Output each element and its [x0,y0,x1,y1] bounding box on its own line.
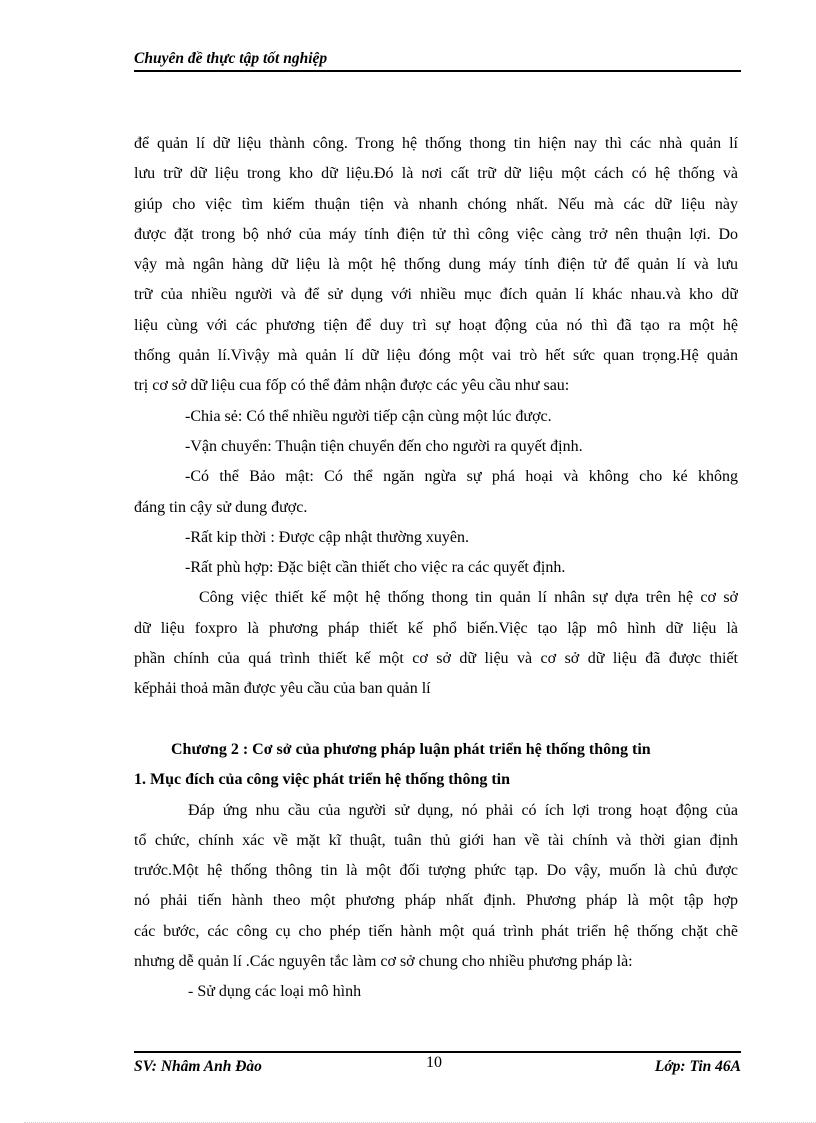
text-line: nhưng dễ quản lí .Các nguyên tắc làm cơ sở chung cho nhiều phương pháp là: [134,953,633,971]
list-item-models: - Sử dụng các loại mô hình [188,983,362,1001]
paragraph-database-intro [134,129,738,402]
text-line: lưu trữ dữ liệu trong kho dữ liệu.Đó là nơi cất trữ dữ liệu một cách có hệ thống và [134,165,738,183]
text-line: giúp cho việc tìm kiếm thuận tiện và nhanh chóng nhất. Nếu mà các dữ liệu này [134,195,738,213]
text-line: trước.Một hệ thống thông tin là một đối tượng phức tạp. Do vậy, muốn là chủ được [134,862,738,880]
paragraph-design [134,583,738,704]
footer-student: SV: Nhâm Anh Đào [134,1058,262,1075]
text-line: nó phải tiến hành theo một phương pháp nhất định. Phương pháp là một tập hợp [134,892,738,910]
text-line: trữ của nhiều người và để sử dụng với nhiều mục đích quản lí khác nhau.và kho dữ [134,286,738,304]
page-footer [134,1051,741,1083]
text-line: để quản lí dữ liệu thành công. Trong hệ thống thong tin hiện nay thì các nhà quản lí [134,135,738,152]
header-title: Chuyên đề thực tập tốt nghiệp [134,50,328,67]
list-item-security-cont: đáng tin cậy sử dung được. [134,498,308,516]
footer-class: Lớp: Tin 46A [654,1058,741,1075]
text-line: phần chính của quá trình thiết kế một cơ sở dữ liệu và cơ sở dữ liệu đã được thiết [134,650,738,668]
text-line: thống quản lí.Vìvậy mà quản lí dữ liệu đóng một vai trò hết sức quan trọng.Hệ quản [134,347,738,365]
text-line: vậy mà ngân hàng dữ liệu là một hệ thống dung máy tính điện tử để quản lí và lưu [134,256,738,274]
text-line: dữ liệu foxpro là phương pháp thiết kế phổ biến.Việc tạo lập mô hình dữ liệu là [134,619,738,637]
chapter-heading: Chương 2 : Cơ sở của phương pháp luận phát triển hệ thống thông tin [171,740,651,758]
section-heading: 1. Mục đích của công việc phát triển hệ thống thông tin [134,771,511,789]
text-line: liệu cùng với các phương tiện để duy trì sự hoạt động của nó thì đã tạo ra một hệ [134,316,738,334]
blank-line [134,705,738,735]
paragraph-purpose [134,796,738,978]
text-line: Đáp ứng nhu cầu của người sử dụng, nó phải có ích lợi trong hoạt động của [188,801,738,819]
requirements-list [134,402,738,584]
list-item-suitable: -Rất phù hợp: Đặc biệt cần thiết cho việc ra các quyết định. [185,559,566,577]
text-line: kếphải thoả mãn được yêu cầu của ban quản lí [134,680,431,698]
text-line: Công việc thiết kế một hệ thống thong tin quản lí nhân sự dựa trên hệ cơ sở [199,589,738,607]
list-item-transport: -Vận chuyển: Thuận tiện chuyển đến cho người ra quyết định. [185,437,583,455]
page-number: 10 [426,1054,442,1071]
page-header [134,50,741,72]
list-item-timely: -Rất kip thời : Được cập nhật thường xuyên. [185,528,470,546]
document-body [134,129,738,1008]
text-line: trị cơ sở dữ liệu cua fốp có thể đảm nhận được các yêu cầu như sau: [134,377,570,395]
text-line: được đặt trong bộ nhớ của máy tính điện tử thì công việc càng trở nên thuận lợi. Do [134,225,738,243]
list-item-share: -Chia sẻ: Có thể nhiều người tiếp cận cùng một lúc được. [185,407,552,425]
text-line: tổ chức, chính xác về mặt kĩ thuật, tuân thủ giới han về tài chính và thời gian định [134,831,738,849]
list-item-security: -Có thể Bảo mật: Có thể ngăn ngừa sự phá hoại và không cho ké không [185,468,738,486]
text-line: các bước, các công cụ cho phép tiến hành một quá trình phát triển hệ thống chặt chẽ [134,922,738,940]
